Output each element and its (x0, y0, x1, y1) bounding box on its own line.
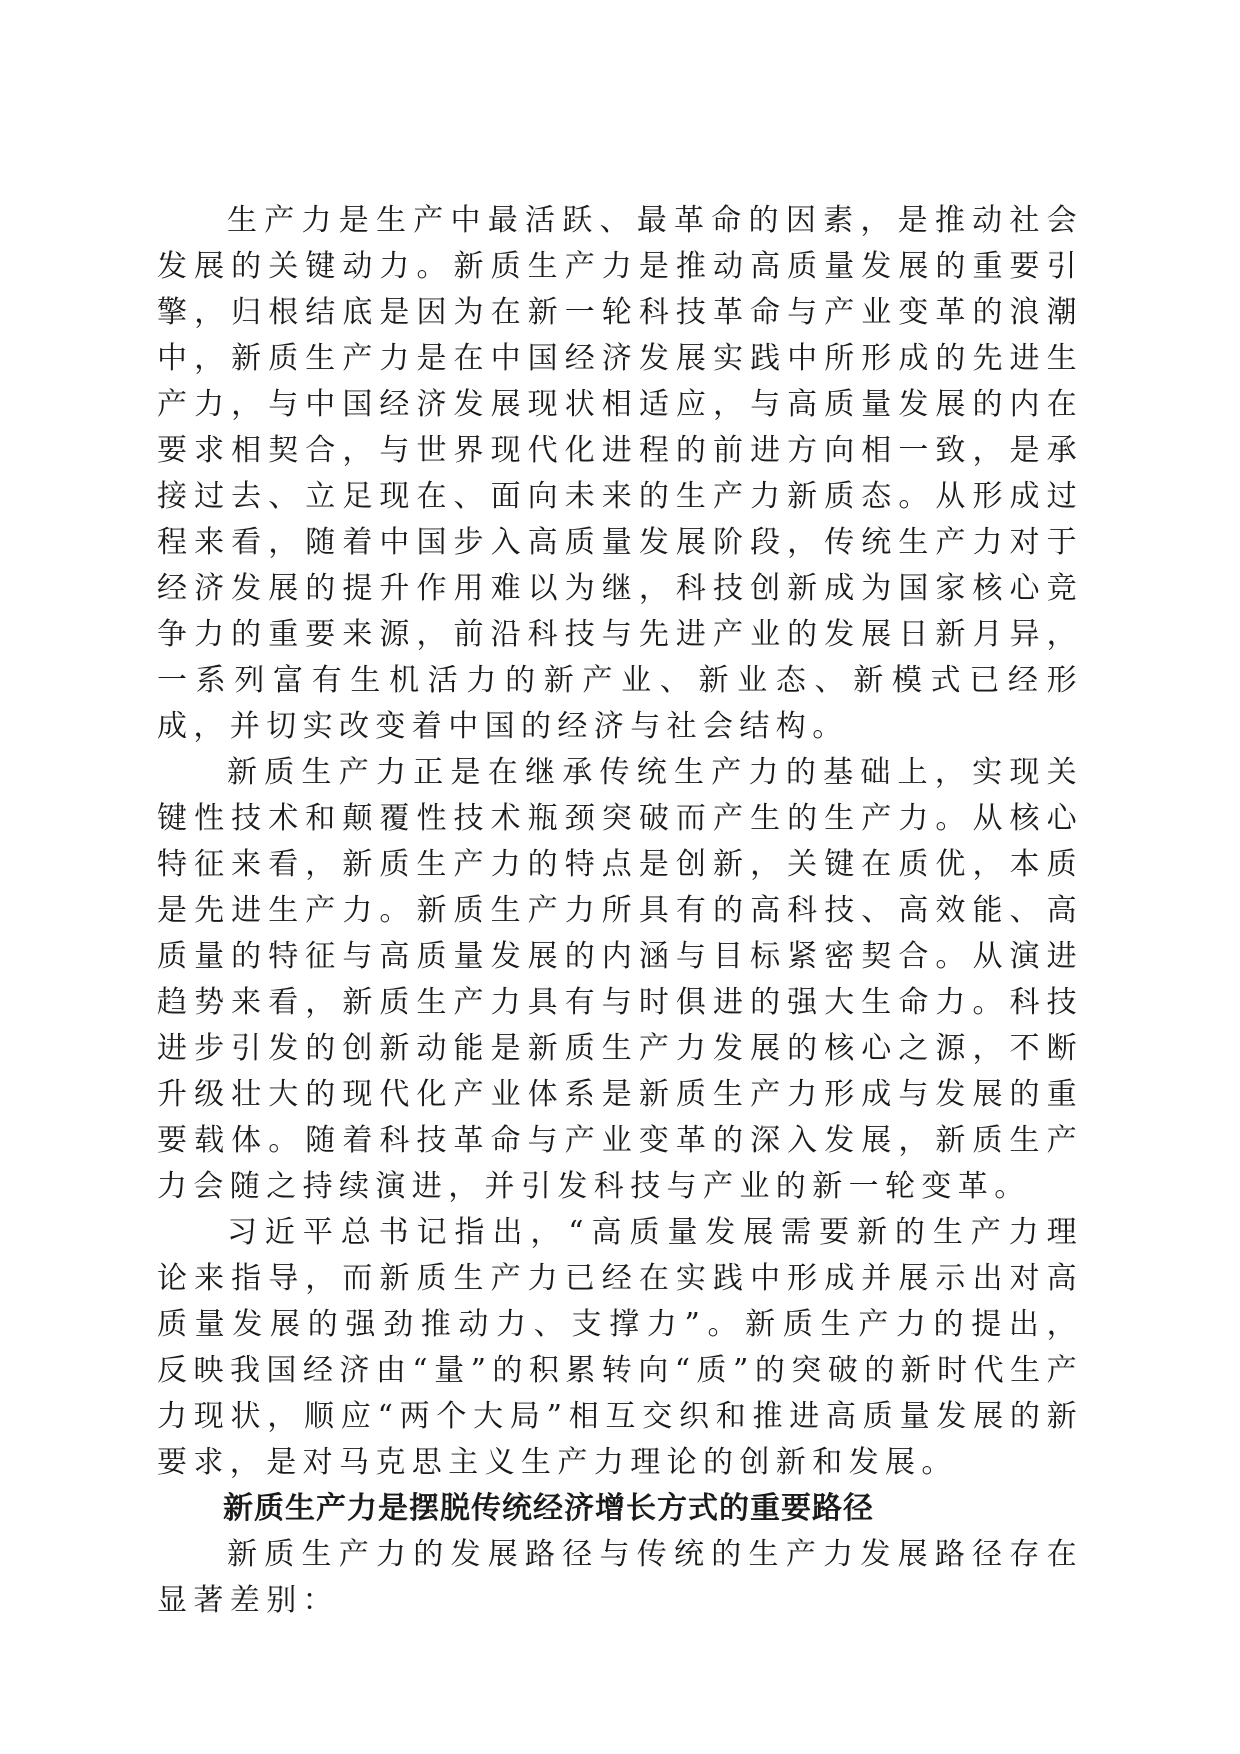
paragraph-2: 新质生产力正是在继承传统生产力的基础上，实现关键性技术和颠覆性技术瓶颈突破而产生的生产力。从核心特征来看，新质生产力的特点是创新，关键在质优，本质是先进生产力。新质生产力所具有的高科技、高效能、高质量的特征与高质量发展的内涵与目标紧密契合。从演进趋势来看，新质生产力具有与时俱进的强大生命力。科技进步引发的创新动能是新质生产力发展的核心之源，不断升级壮大的现代化产业体系是新质生产力形成与发展的重要载体。随着科技革命与产业变革的深入发展，新质生产力会随之持续演进，并引发科技与产业的新一轮变革。 (157, 755, 1083, 1204)
document-page (157, 198, 1083, 1624)
section-heading: 新质生产力是摆脱传统经济增长方式的重要路径 (223, 1491, 874, 1526)
paragraph-4: 新质生产力的发展路径与传统的生产力发展路径存在显著差别： (157, 1537, 1083, 1618)
paragraph-1: 生产力是生产中最活跃、最革命的因素，是推动社会发展的关键动力。新质生产力是推动高质量发展的重要引擎，归根结底是因为在新一轮科技革命与产业变革的浪潮中，新质生产力是在中国经济发展实践中所形成的先进生产力，与中国经济发展现状相适应，与高质量发展的内在要求相契合，与世界现代化进程的前进方向相一致，是承接过去、立足现在、面向未来的生产力新质态。从形成过程来看，随着中国步入高质量发展阶段，传统生产力对于经济发展的提升作用难以为继，科技创新成为国家核心竞争力的重要来源，前沿科技与先进产业的发展日新月异，一系列富有生机活力的新产业、新业态、新模式已经形成，并切实改变着中国的经济与社会结构。 (157, 203, 1083, 744)
paragraph-3: 习近平总书记指出，“高质量发展需要新的生产力理论来指导，而新质生产力已经在实践中形成并展示出对高质量发展的强劲推动力、支撑力”。新质生产力的提出，反映我国经济由“量”的积累转向“质”的突破的新时代生产力现状，顺应“两个大局”相互交织和推进高质量发展的新要求，是对马克思主义生产力理论的创新和发展。 (157, 1215, 1083, 1480)
